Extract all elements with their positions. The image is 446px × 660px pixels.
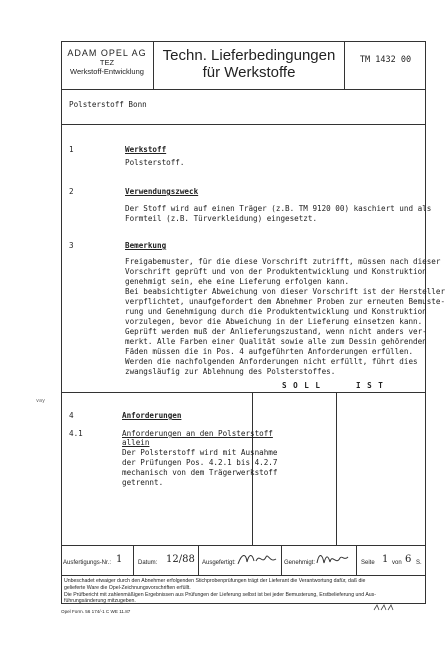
section-4-1-heading-cont: allein bbox=[122, 438, 150, 447]
datum-label: Datum: bbox=[138, 560, 158, 566]
section-4-number: 4 bbox=[69, 411, 74, 420]
footer-divider bbox=[356, 545, 357, 575]
von-value: 6 bbox=[405, 554, 412, 565]
ist-column-header: I S T bbox=[356, 381, 384, 390]
page-initials-mark bbox=[372, 603, 398, 613]
section-3-line: Geprüft werden muß der Anlieferungszustand, wenn nicht anders ver- bbox=[125, 327, 427, 336]
section-4-1-line: der Prüfungen Pos. 4.2.1 bis 4.2.7 bbox=[122, 458, 278, 467]
section-4-1-line: getrennt. bbox=[122, 478, 164, 487]
department-name: Werkstoff-Entwicklung bbox=[70, 67, 144, 76]
von-label: von bbox=[392, 560, 402, 566]
ausfertigung-value: 1 bbox=[116, 554, 123, 565]
seite-label: Seite bbox=[361, 560, 375, 566]
section-1-body: Polsterstoff. bbox=[125, 158, 185, 167]
genehmigt-signature bbox=[314, 549, 350, 569]
footer-note-line: gelieferte Ware die Opel-Zeichnungsvorschriften erfüllt. bbox=[64, 585, 191, 591]
genehmigt-label: Genehmigt: bbox=[284, 560, 316, 566]
section-2-heading: Verwendungszweck bbox=[125, 187, 199, 196]
section-4-heading: Anforderungen bbox=[122, 411, 182, 420]
company-name: ADAM OPEL AG bbox=[67, 48, 147, 58]
footer-divider bbox=[281, 545, 282, 575]
s-label: S. bbox=[416, 560, 422, 566]
ist-column-border bbox=[336, 392, 337, 545]
footer-note-line: Unbeschadet etwaiger durch den Abnehmer erfolgenden Stichprobenprüfungen trägt der Lieferant die Verantwortung dafür, daß die bbox=[64, 578, 366, 584]
footer-top-border bbox=[61, 545, 426, 546]
footer-note-line: führungsänderung mitzugeben. bbox=[64, 598, 136, 604]
footer-divider bbox=[133, 545, 134, 575]
footer-divider bbox=[198, 545, 199, 575]
soll-column-header: S O L L bbox=[282, 381, 322, 390]
title-line-2: für Werkstoffe bbox=[202, 64, 296, 81]
section-3-line: zwangsläufig zur Ablehnung des Polsterstoffes. bbox=[125, 367, 336, 376]
seite-value: 1 bbox=[382, 554, 389, 565]
section-3-line: merkt. Alle Farben einer Qualität sowie alle zum Dessin gehörenden bbox=[125, 337, 427, 346]
section-3-line: Freigabemuster, für die diese Vorschrift zutrifft, müssen nach dieser bbox=[125, 257, 441, 266]
section-3-line: genehmigt sein, ehe eine Lieferung erfolgen kann. bbox=[125, 277, 350, 286]
section-1-heading: Werkstoff bbox=[125, 145, 167, 154]
section-1-number: 1 bbox=[69, 145, 74, 154]
section-3-line: Fäden müssen die in Pos. 4 aufgeführten Anforderungen erfüllen. bbox=[125, 347, 414, 356]
datum-value: 12/88 bbox=[166, 554, 195, 565]
section-2-line: Formteil (z.B. Türverkleidung) eingesetzt. bbox=[125, 214, 318, 223]
section-3-line: rung und Genehmigung durch die Produktentwicklung und Konstruktion bbox=[125, 307, 427, 316]
footer-notes-border bbox=[61, 575, 426, 576]
section-4-1-line: mechanisch von dem Trägerwerkstoff bbox=[122, 468, 278, 477]
section-3-line: Werden die nachfolgenden Anforderungen nicht erfüllt, führt dies bbox=[125, 357, 418, 366]
ausgefertigt-signature bbox=[236, 549, 278, 569]
material-subtitle: Polsterstoff Bonn bbox=[69, 100, 147, 109]
section-3-line: vorzulegen, bevor die Abweichung in der Lieferung einsetzen kann. bbox=[125, 317, 423, 326]
footer-note-line: Die Prüfbericht mit zahlenmäßigen Ergebnissen aus Prüfungen der Lieferung selbst ist bei jeder Bemusterung, Erstbelieferung und Aus- bbox=[64, 592, 376, 598]
section-4-1-heading: Anforderungen an den Polsterstoff bbox=[122, 429, 273, 438]
section-3-line: Vorschrift geprüft und von der Produktentwicklung und Konstruktion bbox=[125, 267, 427, 276]
section-3-heading: Bemerkung bbox=[125, 241, 167, 250]
section-4-1-line: Der Polsterstoff wird mit Ausnahme bbox=[122, 448, 278, 457]
margin-mark: vay bbox=[36, 398, 46, 404]
subtitle-divider bbox=[61, 124, 426, 125]
document-number: TM 1432 00 bbox=[359, 55, 412, 65]
section-4-1-number: 4.1 bbox=[69, 429, 83, 438]
ausgefertigt-label: Ausgefertigt: bbox=[202, 560, 236, 566]
form-code: Opel Form. 56 174/-1 C WE 11.87 bbox=[61, 609, 131, 614]
section-3-line: Bei beabsichtigter Abweichung von dieser Vorschrift ist der Hersteller bbox=[125, 287, 446, 296]
ausfertigung-label: Ausfertigungs-Nr.: bbox=[63, 560, 112, 566]
section-2-line: Der Stoff wird auf einen Träger (z.B. TM 9120 00) kaschiert und als bbox=[125, 204, 432, 213]
section-3-line: verpflichtet, unaufgefordert dem Abnehmer Proben zur erneuten Bemuste- bbox=[125, 297, 446, 306]
title-line-1: Techn. Lieferbedingungen bbox=[162, 47, 336, 64]
section-3-number: 3 bbox=[69, 241, 74, 250]
document-title bbox=[154, 41, 345, 89]
table-header-divider bbox=[61, 392, 426, 393]
department-code: TEZ bbox=[99, 58, 115, 67]
section-2-number: 2 bbox=[69, 187, 74, 196]
company-block bbox=[61, 41, 154, 89]
header-divider bbox=[61, 89, 426, 90]
